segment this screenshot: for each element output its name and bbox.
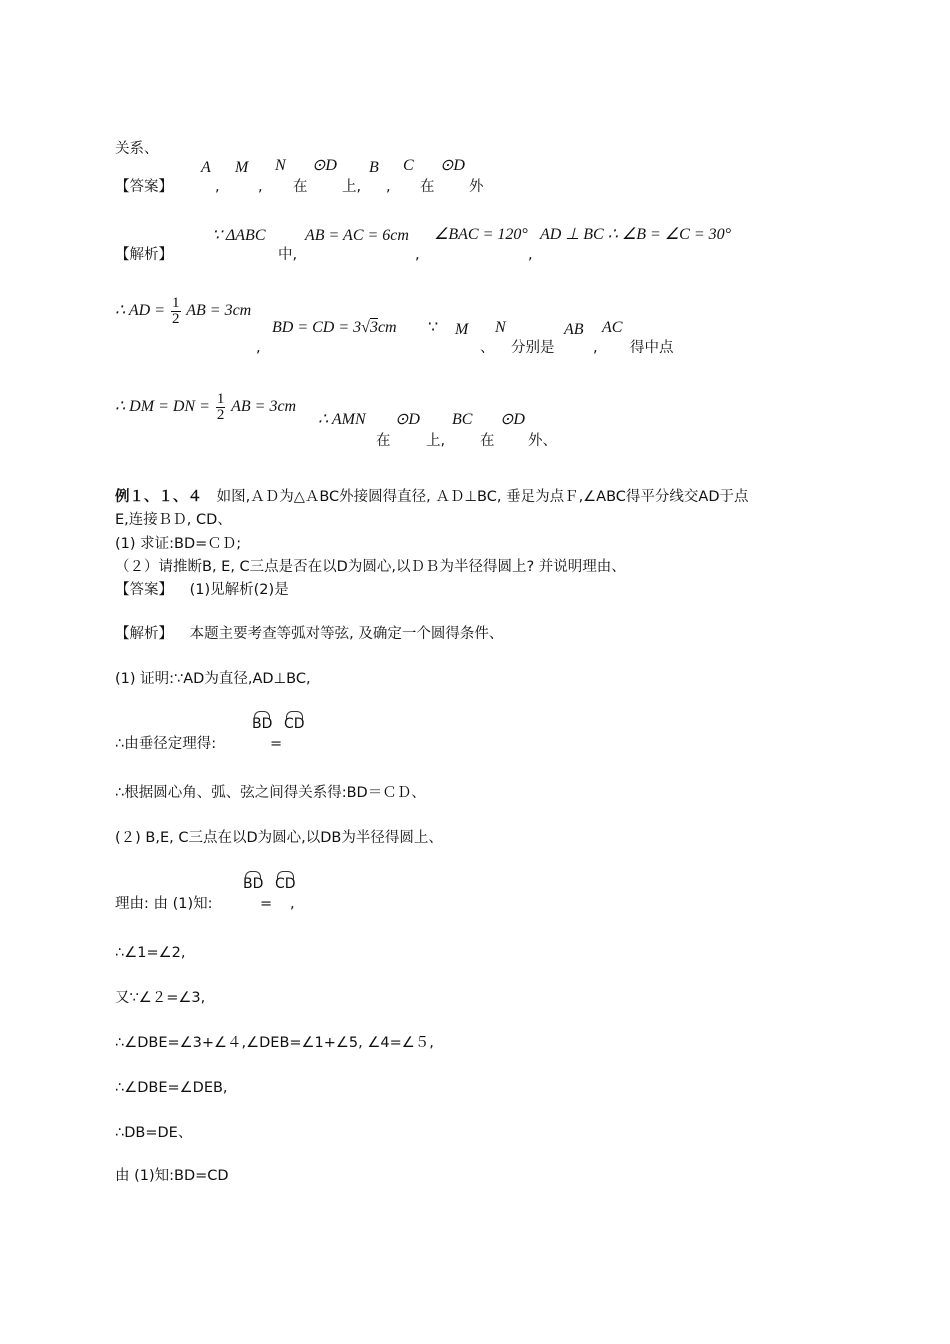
arc-bd-label-2: BD <box>243 876 264 892</box>
fraction-den: 2 <box>172 311 180 327</box>
math-triangle-abc: ∵ ΔABC <box>212 227 266 244</box>
fraction-num-2: 1 <box>216 391 225 407</box>
answer-text: (1)见解析(2)是 <box>189 582 289 598</box>
question-2: （２）请推断B, E, C三点是否在以D为圆心,以ＤＢ为半径得圆上? 并说明理由、 <box>115 559 626 575</box>
example-text-1: 如图,ＡＤ为△ＡBC外接圆得直径, ＡＤ⊥BC, 垂足为点Ｆ,∠ABC得平分线交AD于点 <box>216 489 749 505</box>
analysis-tag: 【解析】 <box>115 247 173 263</box>
word-comma-1: , <box>215 179 220 195</box>
proof-line-11: 由 (1)知:BD=CD <box>115 1168 229 1184</box>
arc-cd-1 <box>284 717 305 732</box>
math-M-2: M <box>455 321 469 338</box>
math-AB: AB <box>564 321 584 338</box>
proof-line-10: ∴DB=DE、 <box>115 1125 193 1141</box>
math-ad-perp-bc: AD ⊥ BC ∴ ∠B = ∠C = 30° <box>540 226 732 243</box>
bd-unit: cm <box>377 319 397 336</box>
arc-bd-1 <box>252 717 272 732</box>
analysis-text: 本题主要考查等弧对等弦, 及确定一个圆得条件、 <box>189 626 504 642</box>
proof-line-5: 理由: 由 (1)知: <box>115 896 213 912</box>
math-angle-bac: ∠BAC = 120° <box>434 226 528 243</box>
proof-line-4: (２) B,E, C三点在以D为圆心,以DB为半径得圆上、 <box>115 830 443 846</box>
ad-prefix: ∴ AD = <box>115 302 166 320</box>
proof-line-6: ∴∠1=∠2, <box>115 945 186 961</box>
sqrt-radicand: 3 <box>369 319 378 336</box>
proof-comma: , <box>290 896 295 912</box>
word-wai: 外 <box>469 179 484 195</box>
answer-line <box>115 583 289 598</box>
math-BC: BC <box>452 411 473 428</box>
example-title: 例１、１、４ <box>115 489 202 505</box>
analysis-tag-2: 【解析】 <box>115 626 173 642</box>
dm-suffix: AB = 3cm <box>231 398 297 416</box>
sqrt-sign: √ <box>361 319 370 336</box>
proof-line-3: ∴根据圆心角、弧、弦之间得关系得:BD＝ＣＤ、 <box>115 785 426 801</box>
proof-eq-1: = <box>270 736 283 752</box>
math-ab-ac: AB = AC = 6cm <box>305 227 409 244</box>
math-N: N <box>275 157 286 174</box>
word-comma-a: , <box>415 247 420 263</box>
word-zai-2: 在 <box>420 179 435 195</box>
word-shang: 上, <box>342 179 362 195</box>
math-N-2: N <box>495 319 506 336</box>
arc-cd-label-2: CD <box>275 876 296 892</box>
math-because: ∵ <box>428 319 439 336</box>
proof-line-2: ∴由垂径定理得: <box>115 736 217 752</box>
math-A: A <box>201 159 211 176</box>
word-comma-d: , <box>593 340 598 356</box>
proof-line-1: (1) 证明:∵AD为直径,AD⊥BC, <box>115 671 311 687</box>
math-dm-formula <box>115 392 296 423</box>
word-zai-4: 在 <box>480 433 495 449</box>
math-B: B <box>369 159 379 176</box>
proof-line-8: ∴∠DBE=∠3+∠４,∠DEB=∠1+∠5, ∠4=∠５, <box>115 1035 434 1051</box>
word-zai-1: 在 <box>293 179 308 195</box>
math-bd-cd <box>272 320 397 336</box>
word-dun: 、 <box>480 340 495 356</box>
word-comma-c: , <box>256 340 261 356</box>
arc-bd-label-1: BD <box>252 716 273 732</box>
answer-tag: 【答案】 <box>115 179 173 195</box>
question-1: (1) 求证:BD=ＣＤ; <box>115 536 242 552</box>
proof-line-9: ∴∠DBE=∠DEB, <box>115 1080 228 1096</box>
fraction-den-2: 2 <box>216 407 225 423</box>
math-circle-D-3: ⊙D <box>395 411 420 428</box>
arc-cd-2 <box>275 877 296 892</box>
fraction-half-2 <box>216 392 226 423</box>
math-C: C <box>403 157 414 174</box>
math-amn: ∴ AMN <box>318 411 366 428</box>
word-shang-2: 上, <box>426 433 446 449</box>
example-block <box>115 490 749 505</box>
math-M: M <box>235 159 249 176</box>
analysis-line <box>115 627 503 642</box>
dm-prefix: ∴ DM = DN = <box>115 398 210 416</box>
word-comma-2: , <box>258 179 263 195</box>
word-comma-3: , <box>386 179 391 195</box>
arc-bd-2 <box>243 877 263 892</box>
bd-prefix: BD = CD = 3 <box>272 319 362 336</box>
proof-eq-2: = <box>260 896 273 912</box>
word-wai-2: 外、 <box>528 433 557 449</box>
word-zhong: 中, <box>278 247 298 263</box>
fraction-num: 1 <box>172 295 180 311</box>
math-circle-D: ⊙D <box>312 157 337 174</box>
ad-suffix: AB = 3cm <box>186 302 252 320</box>
math-circle-D-2: ⊙D <box>440 157 465 174</box>
word-comma-b: , <box>528 247 533 263</box>
math-ad-formula <box>115 296 251 327</box>
arc-cd-label-1: CD <box>284 716 305 732</box>
proof-line-7: 又∵∠２=∠3, <box>115 990 206 1006</box>
example-text-2: E,连接ＢＤ, CD、 <box>115 512 232 528</box>
math-AC: AC <box>602 319 623 336</box>
fraction-half <box>171 296 181 327</box>
text-relation: 关系、 <box>115 141 159 157</box>
word-zai-3: 在 <box>376 433 391 449</box>
word-fenbieshi: 分别是 <box>511 340 555 356</box>
math-circle-D-4: ⊙D <box>500 411 525 428</box>
word-midpoint: 得中点 <box>630 340 674 356</box>
answer-tag-2: 【答案】 <box>115 582 173 598</box>
